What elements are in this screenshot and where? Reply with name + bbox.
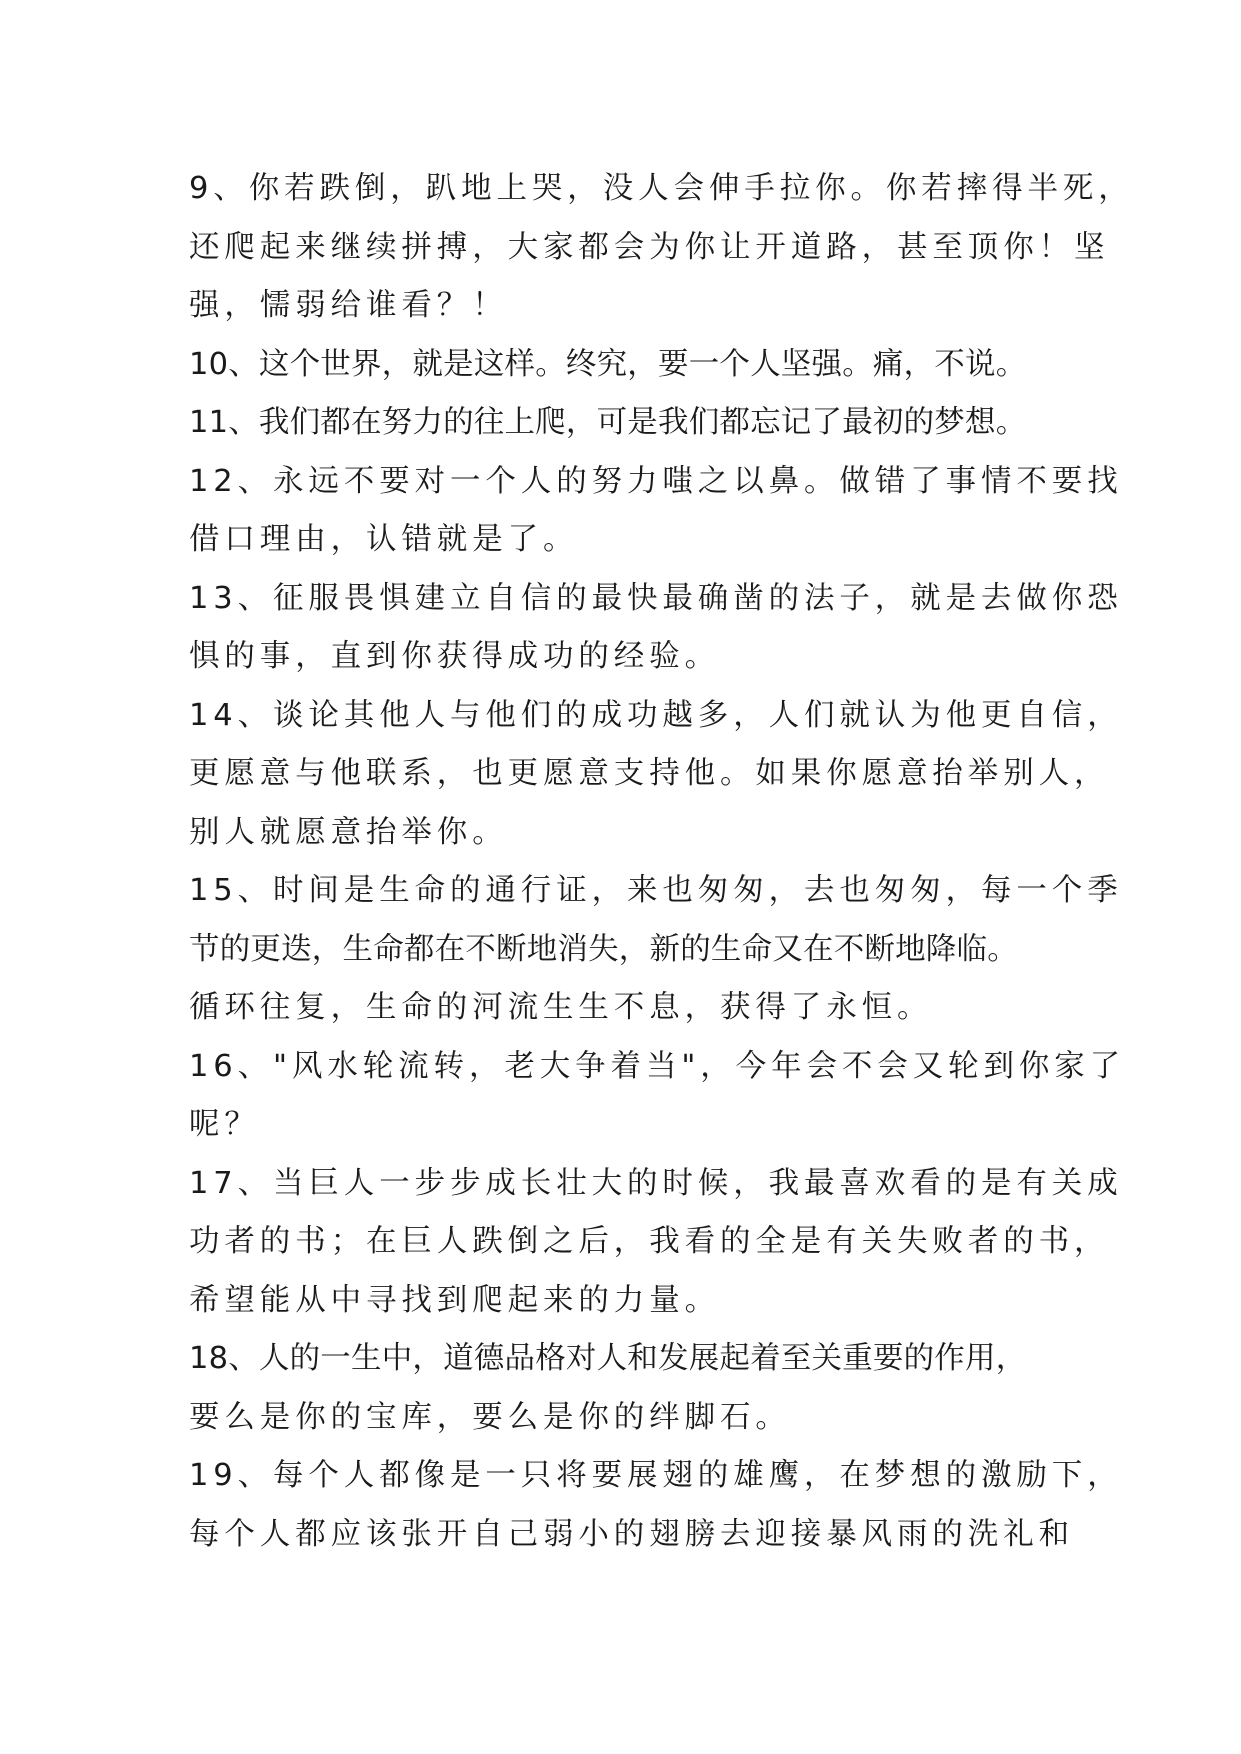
text-line: 19、每个人都像是一只将要展翅的雄鹰，在梦想的激励下，: [189, 1458, 1123, 1493]
text-line: 10、这个世界，就是这样。终究，要一个人坚强。痛，不说。: [189, 346, 1027, 382]
text-line: 借口理由，认错就是了。: [189, 522, 579, 557]
text-line: 循环往复，生命的河流生生不息，获得了永恒。: [189, 990, 933, 1025]
text-line: 15、时间是生命的通行证，来也匆匆，去也匆匆，每一个季: [189, 873, 1123, 908]
text-line: 18、人的一生中，道德品格对人和发展起着至关重要的作用，: [189, 1341, 1027, 1376]
text-line: 16、"风水轮流转，老大争着当"，今年会不会又轮到你家了: [189, 1048, 1126, 1084]
text-line: 强，懦弱给谁看？！: [189, 288, 508, 323]
text-line: 希望能从中寻找到爬起来的力量。: [189, 1282, 720, 1318]
text-line: 12、永远不要对一个人的努力嗤之以鼻。做错了事情不要找: [189, 463, 1123, 499]
text-line: 11、我们都在努力的往上爬，可是我们都忘记了最初的梦想。: [189, 405, 1027, 440]
text-line: 还爬起来继续拼搏，大家都会为你让开道路，甚至顶你！坚: [189, 229, 1110, 265]
text-line: 惧的事，直到你获得成功的经验。: [189, 639, 720, 674]
text-line: 每个人都应该张开自己弱小的翅膀去迎接暴风雨的洗礼和: [189, 1516, 1074, 1552]
text-line: 呢？: [189, 1107, 260, 1142]
text-line: 9、你若跌倒，趴地上哭，没人会伸手拉你。你若摔得半死，: [189, 171, 1134, 206]
text-line: 别人就愿意抬举你。: [189, 814, 508, 850]
text-line: 节的更迭，生命都在不断地消失，新的生命又在不断地降临。: [189, 931, 1018, 967]
document-body: [189, 160, 1134, 1564]
text-line: 更愿意与他联系，也更愿意支持他。如果你愿意抬举别人，: [189, 756, 1110, 791]
text-line: 14、谈论其他人与他们的成功越多，人们就认为他更自信，: [189, 697, 1123, 733]
text-line: 13、征服畏惧建立自信的最快最确凿的法子，就是去做你恐: [189, 580, 1123, 616]
text-line: 17、当巨人一步步成长壮大的时候，我最喜欢看的是有关成: [189, 1165, 1123, 1201]
text-line: 功者的书；在巨人跌倒之后，我看的全是有关失败者的书，: [189, 1224, 1110, 1259]
text-line: 要么是你的宝库，要么是你的绊脚石。: [189, 1399, 791, 1435]
